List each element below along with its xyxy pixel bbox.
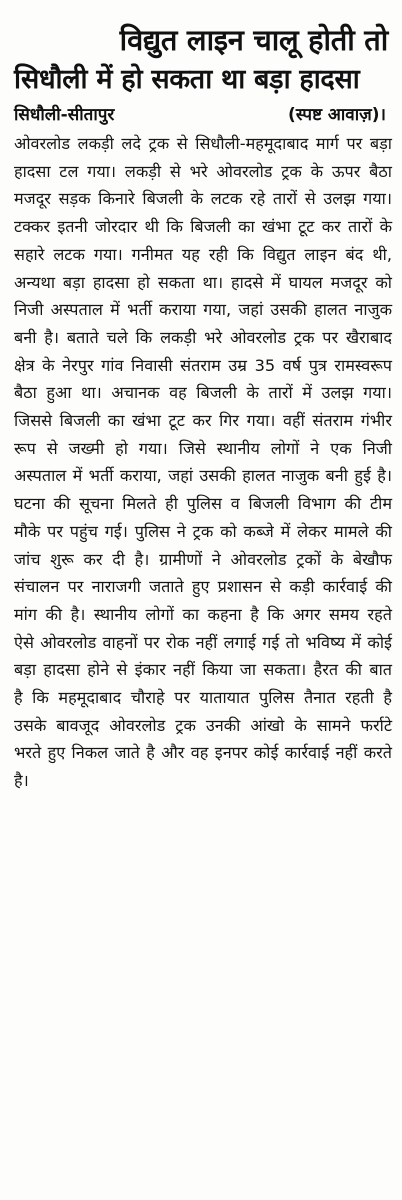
article-body: ओवरलोड लकड़ी लदे ट्रक से सिधौली-महमूदाबाद मार्ग पर बड़ा हादसा टल गया। लकड़ी से भरे ओवरलोड ट्रक के ऊपर बैठा मजदूर सड़क किनारे बिजली के लटक रहे तारों से उलझ गया। टक्कर इतनी जोरदार थी कि बिजली का खंभा टूट कर तारों के सहारे लटक गया। गनीमत यह रही कि विद्युत लाइन बंद थी, अन्यथा बड़ा हादसा हो सकता था। हादसे में घायल मजदूर को निजी अस्पताल में भर्ती कराया गया, जहां उसकी हालत नाजुक बनी है। बताते चले कि लकड़ी भरे ओवरलोड ट्रक पर खैराबाद क्षेत्र के नेरपुर गांव निवासी संतराम उम्र 35 वर्ष पुत्र रामस्वरूप बैठा हुआ था। अचानक वह बिजली के तारों में उलझ गया। जिससे बिजली का खंभा टूट कर गिर गया। वहीं संतराम गंभीर रूप से जख्मी हो गया। जिसे स्थानीय लोगों ने एक निजी अस्पताल में भर्ती कराया, जहां उसकी हालत नाजुक बनी हुई है। घटना की सूचना मिलते ही पुलिस व बिजली विभाग की टीम मौके पर पहुंच गई। पुलिस ने ट्रक को कब्जे में लेकर मामले की जांच शुरू कर दी है। ग्रामीणों ने ओवरलोड ट्रकों के बेखौफ संचालन पर नाराजगी जताते हुए प्रशासन से कड़ी कार्रवाई की मांग की है। स्थानीय लोगों का कहना है कि अगर समय रहते ऐसे ओवरलोड वाहनों पर रोक नहीं लगाई गई तो भविष्य में कोई बड़ा हादसा होने से इंकार नहीं किया जा सकता। हैरत की बात है कि महमूदाबाद चौराहे पर यातायात पुलिस तैनात रहती है उसके बावजूद ओवरलोड ट्रक उनकी आंखो के सामने फर्राटे भरते हुए निकल जाते है और वह इनपर कोई कार्रवाई नहीं करते है।	[14, 134, 392, 791]
headline-line-1: विद्युत लाइन चालू होती तो	[119, 23, 388, 57]
headline	[14, 20, 392, 100]
dateline-source: (स्पष्ट आवाज़)।	[288, 105, 386, 125]
news-article	[14, 20, 392, 795]
dateline-place: सिधौली-सीतापुर	[14, 105, 115, 125]
headline-line-2: सिधौली में हो सकता था बड़ा हादसा	[14, 64, 360, 95]
dateline	[14, 102, 392, 128]
